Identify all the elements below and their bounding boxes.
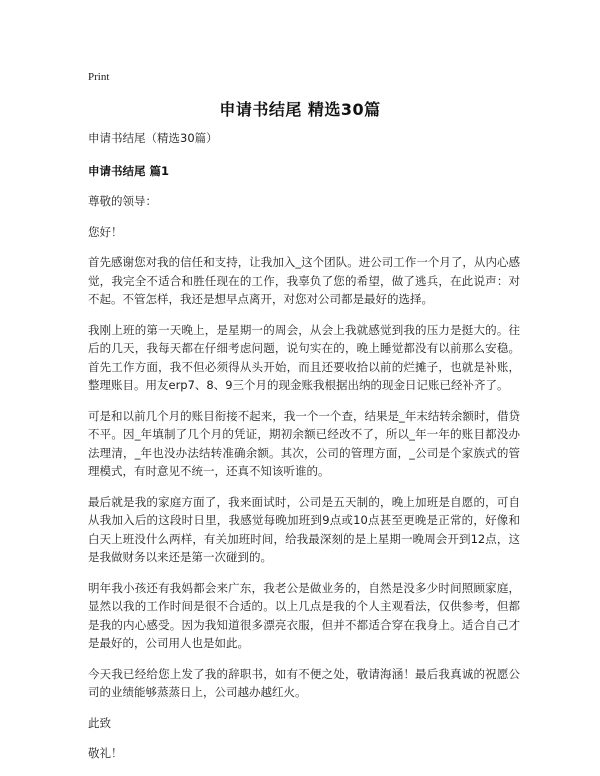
document-title: 申请书结尾 精选30篇 — [219, 100, 381, 119]
print-label: Print — [88, 71, 110, 83]
body-paragraph: 我刚上班的第一天晚上，是星期一的周会，从会上我就感觉到我的压力是挺大的。往后的几天，我每天都在仔细考虑问题，说句实在的，晚上睡觉都没有以前那么安稳。首先工作方面，我不但必须得从头开始，而且还要收拾以前的烂摊子，也就是补账，整理账目。用友erp7、8、9三个月的现金账我根据出纳的现金日记账已经补齐了。 — [88, 322, 520, 392]
closing-line: 此致 — [88, 715, 111, 730]
document-subtitle: 申请书结尾（精选30篇） — [88, 131, 218, 145]
document-body — [88, 129, 520, 775]
body-paragraph: 首先感谢您对我的信任和支持，让我加入_这个团队。进公司工作一个月了，从内心感觉，我完全不适合和胜任现在的工作，我辜负了您的希望，做了逃兵，在此说声：对不起。不管怎样，我还是想早点离开，对您对公司都是最好的选择。 — [88, 255, 520, 306]
salutation: 尊敬的领导： — [88, 194, 157, 208]
section-heading: 申请书结尾 篇1 — [88, 163, 170, 178]
body-paragraph: 今天我已经给您上发了我的辞职书，如有不便之处，敬请海涵！最后我真诚的祝愿公司的业绩能够蒸蒸日上，公司越办越红火。 — [88, 666, 520, 699]
body-paragraph: 可是和以前几个月的账目衔接不起来，我一个一个查，结果是_年末结转余额时，借贷不平。因_年填制了几个月的凭证，期初余额已经改不了，所以_年一年的账目都没办法理清，_年也没办法结转准确余额。其次，公司的管理方面，_公司是个家族式的管理模式，有时意见不统一，还真不知该听谁的。 — [88, 408, 520, 478]
body-paragraph: 最后就是我的家庭方面了，我来面试时，公司是五天制的，晚上加班是自愿的，可自从我加入后的这段时日里，我感觉每晚加班到9点或10点甚至更晚是正常的，好像和白天上班没什么两样，有关加班时间，给我最深刻的是上星期一晚周会开到12点，这是我做财务以来还是第一次碰到的。 — [88, 494, 520, 564]
greeting: 您好！ — [88, 224, 123, 239]
body-paragraph: 明年我小孩还有我妈都会来广东，我老公是做业务的，自然是没多少时间照顾家庭，显然以我的工作时间是很不合适的。以上几点是我的个人主观看法，仅供参考，但都是我的内心感受。因为我知道很多漂亮衣服，但并不都适合穿在我身上。适合自己才是最好的，公司用人也是如此。 — [88, 580, 520, 650]
closing-salute: 敬礼！ — [88, 746, 123, 760]
